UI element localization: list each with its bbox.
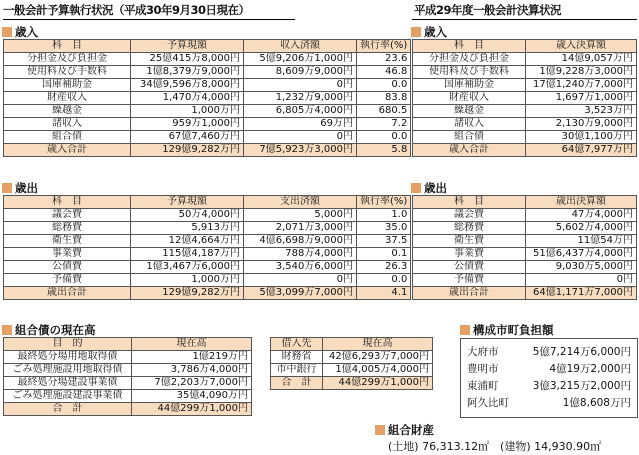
row-label: 合 計 (4, 403, 132, 416)
row-value: 26.3 (357, 261, 411, 274)
row-value: 50万4,000円 (131, 209, 244, 222)
table-row (413, 222, 637, 235)
row-value: 44億299万1,000円 (132, 403, 252, 416)
row-label: 諸収入 (413, 118, 526, 131)
table-row (4, 364, 252, 377)
table-row (4, 66, 411, 79)
table-row (413, 118, 637, 131)
section-marker-icon (411, 27, 421, 37)
row-value: 37.5 (357, 235, 411, 248)
section-marker-icon (460, 325, 470, 335)
property-text: (土地) 76,313.12㎡ (建物) 14,930.90㎡ (388, 440, 602, 453)
row-label: 公債費 (413, 261, 526, 274)
row-label: 財務省 (271, 351, 323, 364)
municipality-name: 阿久比町 (467, 397, 509, 409)
table-row (413, 131, 637, 144)
col-header: 科 目 (413, 196, 526, 209)
row-label: 歳入合計 (413, 144, 526, 157)
table-row (4, 53, 411, 66)
municipality-amount: 3億3,215万2,000円 (532, 380, 631, 392)
settle-expenditure-table (412, 195, 637, 300)
table-row (413, 209, 637, 222)
row-value: 44億299万1,000円 (323, 377, 433, 390)
row-value: 35.0 (357, 222, 411, 235)
row-value: 1億3,467万6,000円 (131, 261, 244, 274)
col-header: 執行率(%) (357, 40, 411, 53)
property-title: 組合財産 (388, 423, 434, 437)
row-value: 47万4,000円 (526, 209, 637, 222)
row-value: 5,000円 (244, 209, 357, 222)
bonds-heading (2, 322, 96, 338)
bonds-title: 組合債の現在高 (15, 323, 96, 337)
row-value: 5,913万円 (131, 222, 244, 235)
col-header: 歳入決算額 (526, 40, 637, 53)
col-header: 収入済額 (244, 40, 357, 53)
settle-revenue-heading (411, 24, 447, 40)
table-header-row (413, 196, 637, 209)
row-value: 115億4,187万円 (131, 248, 244, 261)
row-value: 3,540万6,000円 (244, 261, 357, 274)
row-label: 総務費 (4, 222, 131, 235)
row-value: 64億7,977万円 (526, 144, 637, 157)
municipality-name: 豊明市 (467, 363, 499, 375)
table-row (4, 390, 252, 403)
row-label: 最終処分場建設事業債 (4, 377, 132, 390)
row-value: 12億4,664万円 (131, 235, 244, 248)
row-label: 歳入合計 (4, 144, 131, 157)
table-header-row (4, 40, 411, 53)
table-row (413, 274, 637, 287)
row-label: 繰越金 (4, 105, 131, 118)
row-value: 5.8 (357, 144, 411, 157)
row-label: 財産収入 (413, 92, 526, 105)
row-value: 25億415万8,000円 (131, 53, 244, 66)
table-header-row (4, 338, 252, 351)
table-row (413, 53, 637, 66)
row-label: 事業費 (413, 248, 526, 261)
row-value: 2,130万9,000円 (526, 118, 637, 131)
municipality-name: 東浦町 (467, 380, 499, 392)
property-heading (375, 422, 434, 438)
section-marker-icon (411, 183, 421, 193)
row-value: 17億1,240万7,000円 (526, 79, 637, 92)
lenders-table (270, 337, 433, 390)
row-label: 諸収入 (4, 118, 131, 131)
table-row (4, 209, 411, 222)
row-label: 組合債 (4, 131, 131, 144)
row-label: 合 計 (271, 377, 323, 390)
row-value: 1億9,228万3,000円 (526, 66, 637, 79)
row-value: 5億3,099万7,000円 (244, 287, 357, 300)
row-value: 680.5 (357, 105, 411, 118)
row-label: 歳出合計 (4, 287, 131, 300)
row-label: 国庫補助金 (4, 79, 131, 92)
row-value: 23.6 (357, 53, 411, 66)
row-label: 事業費 (4, 248, 131, 261)
shares-title: 構成市町負担額 (473, 323, 554, 337)
row-value: 51億6,437万4,000円 (526, 248, 637, 261)
row-value: 9,030万5,000円 (526, 261, 637, 274)
row-value: 129億9,282万円 (131, 144, 244, 157)
row-value: 11億54万円 (526, 235, 637, 248)
table-row (413, 235, 637, 248)
table-row (4, 248, 411, 261)
settle-expenditure-label: 歳出 (424, 181, 447, 195)
table-row (413, 92, 637, 105)
table-total-row (413, 144, 637, 157)
table-row (413, 261, 637, 274)
row-value: 788万4,000円 (244, 248, 357, 261)
exec-revenue-table (3, 39, 411, 157)
row-value: 4億6,698万9,000円 (244, 235, 357, 248)
col-header: 予算現額 (131, 40, 244, 53)
right-title: 平成29年度一般会計決算状況 (414, 3, 562, 17)
section-marker-icon (2, 325, 12, 335)
row-label: 予備費 (413, 274, 526, 287)
list-item (467, 395, 631, 412)
col-header: 借入先 (271, 338, 323, 351)
row-label: ごみ処理施設用地取得債 (4, 364, 132, 377)
table-row (413, 105, 637, 118)
left-title-underline (3, 19, 295, 20)
row-value: 5億9,206万1,000円 (244, 53, 357, 66)
col-header: 現在高 (323, 338, 433, 351)
row-label: 歳出合計 (413, 287, 526, 300)
row-value: 64億1,171万7,000円 (526, 287, 637, 300)
col-header: 現在高 (132, 338, 252, 351)
municipality-name: 大府市 (467, 346, 499, 358)
table-row (271, 351, 433, 364)
list-item (467, 344, 631, 361)
table-total-row (413, 287, 637, 300)
table-row (4, 377, 252, 390)
exec-expenditure-heading (2, 180, 38, 196)
row-value: 8,609万9,000円 (244, 66, 357, 79)
row-value: 7.2 (357, 118, 411, 131)
row-value: 34億9,596万8,000円 (131, 79, 244, 92)
row-value: 959万1,000円 (131, 118, 244, 131)
table-row (4, 222, 411, 235)
table-row (4, 351, 252, 364)
municipality-amount: 1億8,608万円 (562, 397, 631, 409)
row-label: 繰越金 (413, 105, 526, 118)
table-header-row (413, 40, 637, 53)
table-total-row (4, 287, 411, 300)
shares-heading (460, 322, 554, 338)
row-value: 1,697万1,000円 (526, 92, 637, 105)
municipality-amount: 4億19万2,000円 (549, 363, 631, 375)
row-value: 83.8 (357, 92, 411, 105)
row-label: 公債費 (4, 261, 131, 274)
row-value: 0.0 (357, 79, 411, 92)
section-marker-icon (2, 183, 12, 193)
row-label: 財産収入 (4, 92, 131, 105)
row-value: 1億4,005万4,000円 (323, 364, 433, 377)
row-label: 予備費 (4, 274, 131, 287)
settle-revenue-label: 歳入 (424, 25, 447, 39)
row-value: 7億2,203万7,000円 (132, 377, 252, 390)
municipality-amount: 5億7,214万6,000円 (532, 346, 631, 358)
row-label: 市中銀行 (271, 364, 323, 377)
row-label: 最終処分場用地取得債 (4, 351, 132, 364)
bonds-table (3, 337, 252, 416)
row-value: 69万円 (244, 118, 357, 131)
col-header: 支出済額 (244, 196, 357, 209)
table-row (4, 79, 411, 92)
row-label: 分担金及び負担金 (413, 53, 526, 66)
table-row (4, 274, 411, 287)
row-value: 14億9,057万円 (526, 53, 637, 66)
row-value: 0円 (244, 79, 357, 92)
row-value: 1,470万4,000円 (131, 92, 244, 105)
list-item (467, 378, 631, 395)
row-value: 67億7,460万円 (131, 131, 244, 144)
section-marker-icon (2, 27, 12, 37)
row-label: ごみ処理施設建設事業債 (4, 390, 132, 403)
shares-list (461, 339, 637, 412)
row-value: 6,805万4,000円 (244, 105, 357, 118)
row-value: 0円 (526, 274, 637, 287)
row-value: 0.0 (357, 274, 411, 287)
table-header-row (4, 196, 411, 209)
row-label: 総務費 (413, 222, 526, 235)
row-value: 1億8,379万9,000円 (131, 66, 244, 79)
row-value: 30億1,100万円 (526, 131, 637, 144)
section-marker-icon (375, 425, 385, 435)
row-value: 0円 (244, 274, 357, 287)
row-label: 分担金及び負担金 (4, 53, 131, 66)
exec-expenditure-label: 歳出 (15, 181, 38, 195)
table-row (4, 118, 411, 131)
row-value: 7億5,923万3,000円 (244, 144, 357, 157)
exec-expenditure-table (3, 195, 411, 300)
col-header: 科 目 (4, 196, 131, 209)
col-header: 科 目 (4, 40, 131, 53)
row-value: 5,602万4,000円 (526, 222, 637, 235)
left-title: 一般会計予算執行状況（平成30年9月30日現在） (3, 3, 250, 17)
row-value: 3,523万円 (526, 105, 637, 118)
row-value: 1,000万円 (131, 105, 244, 118)
table-row (4, 105, 411, 118)
settle-revenue-table (412, 39, 637, 157)
row-value: 1億219万円 (132, 351, 252, 364)
row-label: 使用料及び手数料 (4, 66, 131, 79)
right-title-underline (412, 19, 637, 20)
table-total-row (271, 377, 433, 390)
table-row (413, 66, 637, 79)
row-value: 1.0 (357, 209, 411, 222)
row-value: 1,000万円 (131, 274, 244, 287)
row-value: 1,232万9,000円 (244, 92, 357, 105)
row-label: 使用料及び手数料 (413, 66, 526, 79)
table-row (413, 248, 637, 261)
table-row (413, 79, 637, 92)
table-header-row (271, 338, 433, 351)
row-value: 3,786万4,000円 (132, 364, 252, 377)
table-row (4, 235, 411, 248)
row-label: 国庫補助金 (413, 79, 526, 92)
col-header: 歳出決算額 (526, 196, 637, 209)
row-value: 4.1 (357, 287, 411, 300)
col-header: 予算現額 (131, 196, 244, 209)
row-label: 衛生費 (413, 235, 526, 248)
row-label: 議会費 (4, 209, 131, 222)
table-total-row (4, 403, 252, 416)
row-label: 衛生費 (4, 235, 131, 248)
list-item (467, 361, 631, 378)
row-value: 2,071万3,000円 (244, 222, 357, 235)
row-value: 129億9,282万円 (131, 287, 244, 300)
exec-revenue-heading (2, 24, 38, 40)
row-value: 0.1 (357, 248, 411, 261)
table-total-row (4, 144, 411, 157)
row-value: 35億4,090万円 (132, 390, 252, 403)
col-header: 執行率(%) (357, 196, 411, 209)
row-value: 46.8 (357, 66, 411, 79)
table-row (4, 261, 411, 274)
row-value: 0.0 (357, 131, 411, 144)
shares-box (460, 338, 638, 418)
row-label: 議会費 (413, 209, 526, 222)
row-value: 0円 (244, 131, 357, 144)
table-row (271, 364, 433, 377)
table-row (4, 131, 411, 144)
table-row (4, 92, 411, 105)
col-header: 科 目 (413, 40, 526, 53)
row-label: 組合債 (413, 131, 526, 144)
exec-revenue-label: 歳入 (15, 25, 38, 39)
settle-expenditure-heading (411, 180, 447, 196)
row-value: 42億6,293万7,000円 (323, 351, 433, 364)
col-header: 目 的 (4, 338, 132, 351)
